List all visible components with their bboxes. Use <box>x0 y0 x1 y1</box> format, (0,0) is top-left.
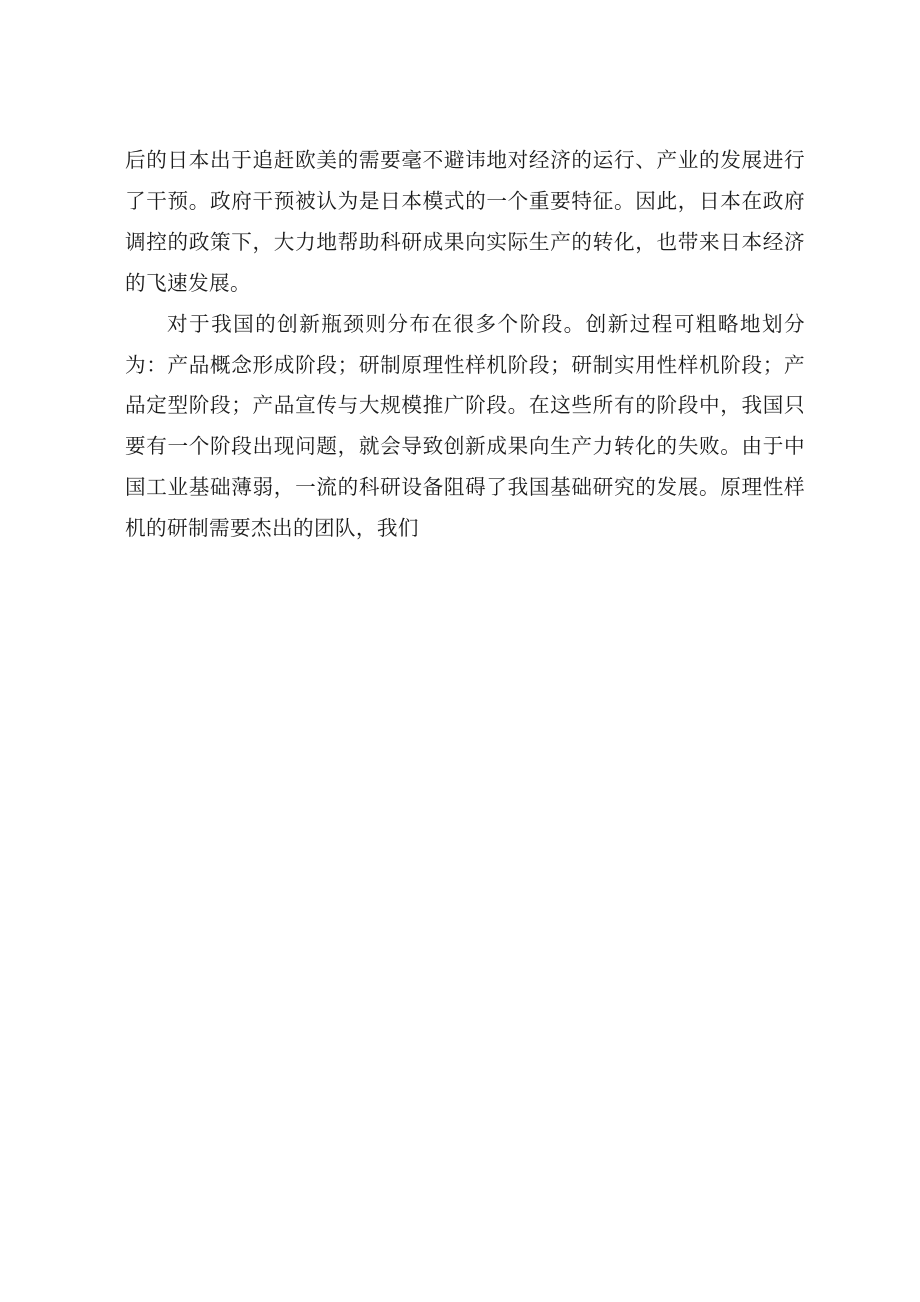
body-text <box>125 140 805 549</box>
paragraph-china-innovation-bottlenecks: 对于我国的创新瓶颈则分布在很多个阶段。创新过程可粗略地划分为：产品概念形成阶段；研制原理性样机阶段；研制实用性样机阶段；产品定型阶段；产品宣传与大规模推广阶段。在这些所有的阶段中，我国只要有一个阶段出现问题，就会导致创新成果向生产力转化的失败。由于中国工业基础薄弱，一流的科研设备阻碍了我国基础研究的发展。原理性样机的研制需要杰出的团队，我们 <box>125 311 805 541</box>
paragraph-japan-intervention: 后的日本出于追赶欧美的需要毫不避讳地对经济的运行、产业的发展进行了干预。政府干预被认为是日本模式的一个重要特征。因此，日本在政府调控的政策下，大力地帮助科研成果向实际生产的转化，也带来日本经济的飞速发展。 <box>125 148 805 295</box>
